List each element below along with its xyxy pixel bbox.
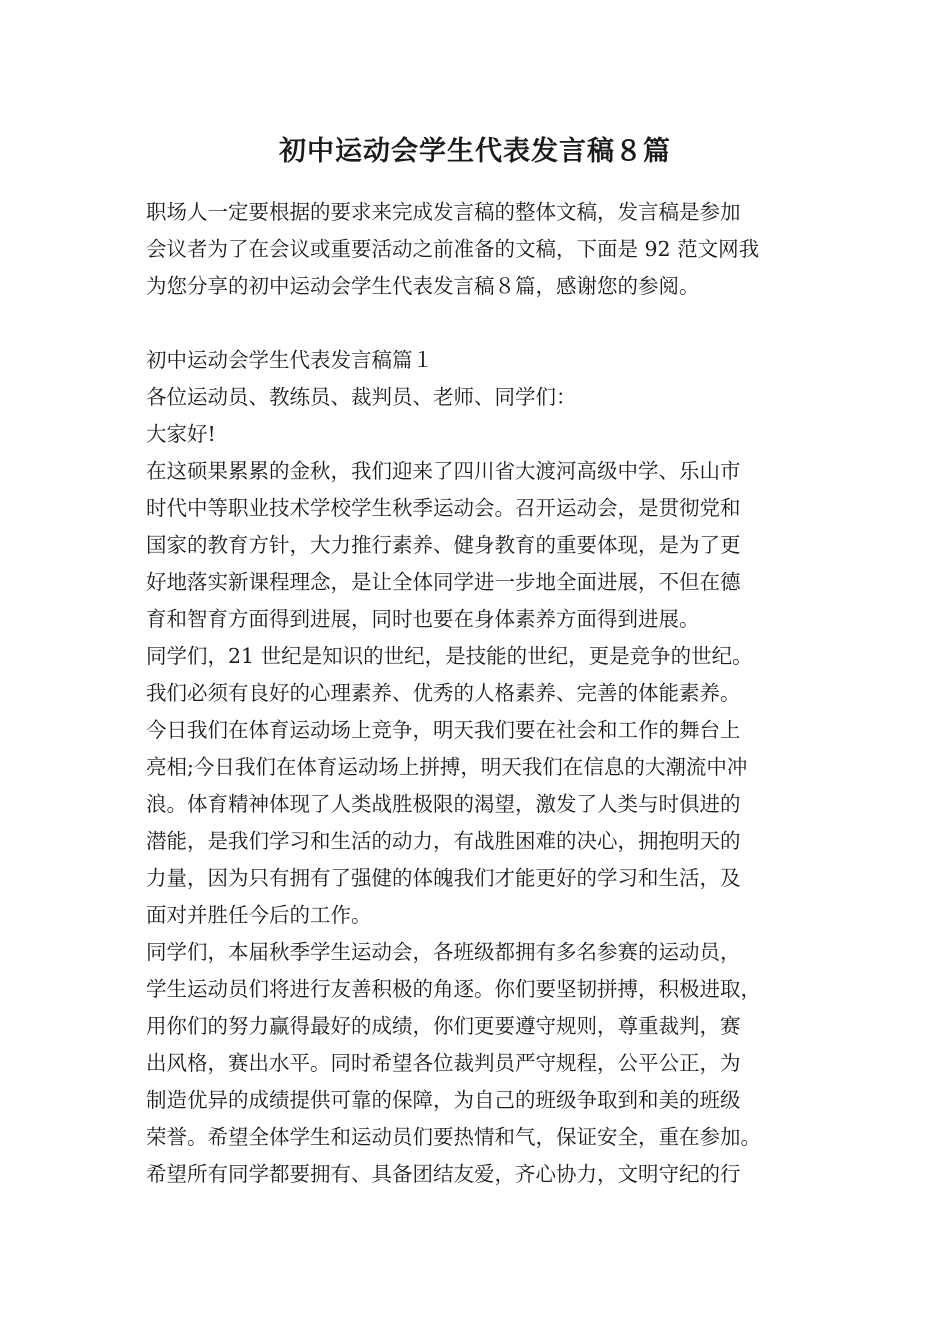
paragraph-line: 同学们，21 世纪是知识的世纪，是技能的世纪，更是竞争的世纪。	[146, 644, 753, 668]
paragraph-line: 在这硕果累累的金秋，我们迎来了四川省大渡河高级中学、乐山市	[146, 459, 741, 483]
paragraph-line: 好地落实新课程理念，是让全体同学进一步地全面进展，不但在德	[146, 570, 741, 594]
paragraph-line: 潜能，是我们学习和生活的动力，有战胜困难的决心，拥抱明天的	[146, 829, 741, 853]
paragraph-line: 同学们，本届秋季学生运动会，各班级都拥有多名参赛的运动员，	[146, 940, 741, 964]
intro-line: 会议者为了在会议或重要活动之前准备的文稿，下面是 92 范文网我	[146, 237, 760, 261]
paragraph-line: 学生运动员们将进行友善积极的角逐。你们要坚韧拼搏，积极进取，	[146, 977, 761, 1001]
salutation-line: 各位运动员、教练员、裁判员、老师、同学们：	[146, 385, 577, 409]
paragraph-line: 用你们的努力赢得最好的成绩，你们更要遵守规则，尊重裁判，赛	[146, 1014, 741, 1038]
paragraph-line: 亮相;今日我们在体育运动场上拼搏，明天我们在信息的大潮流中冲	[146, 755, 748, 779]
paragraph-line: 面对并胜任今后的工作。	[146, 903, 372, 927]
paragraph-line: 国家的教育方针，大力推行素养、健身教育的重要体现，是为了更	[146, 533, 741, 557]
paragraph-line: 出风格，赛出水平。同时希望各位裁判员严守规程，公平公正，为	[146, 1051, 741, 1075]
paragraph-line: 力量，因为只有拥有了强健的体魄我们才能更好的学习和生活，及	[146, 866, 741, 890]
section-heading: 初中运动会学生代表发言稿篇１	[146, 348, 433, 372]
paragraph-line: 我们必须有良好的心理素养、优秀的人格素养、完善的体能素养。	[146, 681, 741, 705]
paragraph-line: 今日我们在体育运动场上竞争，明天我们要在社会和工作的舞台上	[146, 718, 741, 742]
intro-line: 为您分享的初中运动会学生代表发言稿８篇，感谢您的参阅。	[146, 274, 700, 298]
paragraph-line: 荣誉。希望全体学生和运动员们要热情和气，保证安全，重在参加。	[146, 1125, 761, 1149]
document-title: 初中运动会学生代表发言稿８篇	[279, 136, 671, 167]
paragraph-line: 制造优异的成绩提供可靠的保障，为自己的班级争取到和美的班级	[146, 1088, 741, 1112]
paragraph-line: 希望所有同学都要拥有、具备团结友爱，齐心协力，文明守纪的行	[146, 1162, 741, 1186]
paragraph-line: 时代中等职业技术学校学生秋季运动会。召开运动会，是贯彻党和	[146, 496, 741, 520]
intro-line: 职场人一定要根据的要求来完成发言稿的整体文稿，发言稿是参加	[146, 200, 741, 224]
paragraph-line: 育和智育方面得到进展，同时也要在身体素养方面得到进展。	[146, 607, 700, 631]
paragraph-line: 浪。体育精神体现了人类战胜极限的渴望，激发了人类与时俱进的	[146, 792, 741, 816]
greeting-line: 大家好!	[146, 422, 216, 446]
